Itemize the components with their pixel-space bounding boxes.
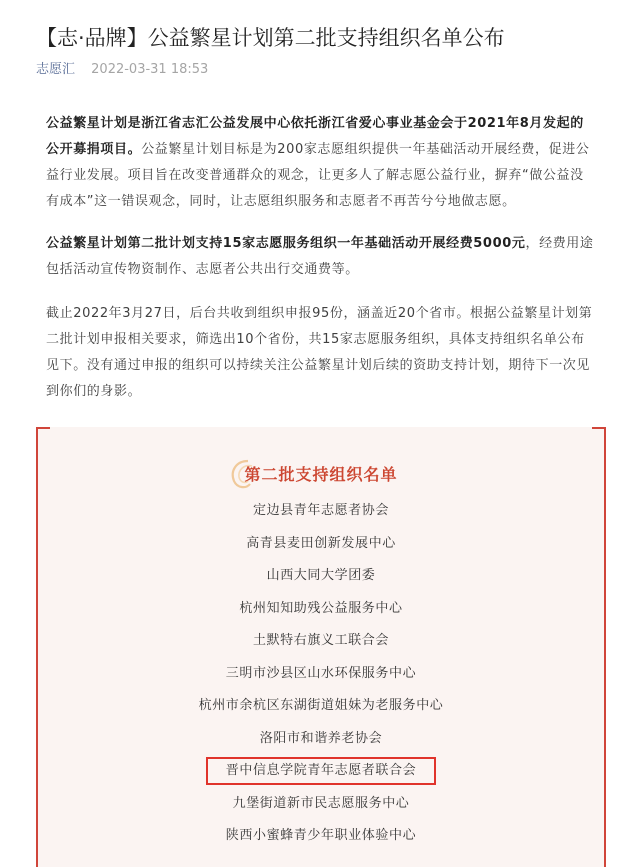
- org-list-item: [36, 788, 606, 821]
- org-list-item: [36, 560, 606, 593]
- paragraph-results-text: 截止2022年3月27日，后台共收到组织申报95份，涵盖近20个省市。根据公益繁星计划第二批计划申报相关要求，筛选出10个省份，共15家志愿服务组织，具体支持组织名单公布见下。没有通过申报的组织可以持续关注公益繁星计划后续的资助支持计划，期待下一次见到你们的身影。: [46, 306, 593, 399]
- article-meta: [36, 61, 208, 79]
- article-title: 【志·品牌】公益繁星计划第二批支持组织名单公布: [36, 26, 505, 50]
- list-title: 第二批支持组织名单: [244, 465, 398, 484]
- org-list-item: [36, 593, 606, 626]
- paragraph-results: [46, 301, 596, 405]
- org-list-item-highlighted: [36, 755, 606, 788]
- panel-right-corner: [592, 427, 606, 429]
- org-name: 山西大同大学团委: [266, 568, 376, 583]
- org-list-panel: [36, 427, 606, 867]
- panel-left-corner: [36, 427, 50, 429]
- org-name: 高青县麦田创新发展中心: [246, 535, 396, 551]
- org-list-item: [36, 690, 606, 723]
- paragraph-funding: [46, 231, 596, 283]
- paragraph-intro-bold: 公益繁星计划是浙江省志汇公益发展中心依托浙江省爱心事业基金会于2021年8月发起的公开募捐项目。: [46, 116, 584, 157]
- org-list-item: [36, 528, 606, 561]
- org-list-item: [36, 625, 606, 658]
- paragraph-intro: [46, 111, 596, 215]
- paragraph-funding-text: ，经费用途包括活动宣传物资制作、志愿者公共出行交通费等。: [46, 236, 594, 277]
- org-name: 洛阳市和谐养老协会: [259, 730, 383, 746]
- org-name: 晋中信息学院青年志愿者联合会: [206, 757, 436, 785]
- org-list-item: [36, 495, 606, 528]
- paragraph-funding-bold: 公益繁星计划第二批计划支持15家志愿服务组织一年基础活动开展经费5000元: [46, 236, 526, 251]
- list-header: [36, 457, 606, 489]
- org-name: 陕西小蜜蜂青少年职业体验中心: [225, 828, 417, 843]
- account-link[interactable]: 志愿汇: [36, 62, 76, 77]
- paragraph-intro-text: 公益繁星计划目标是为200家志愿组织提供一年基础活动开展经费，促进公益行业发展。项目旨在改变普通群众的观念，让更多人了解志愿公益行业，摒弃“做公益没有成本”这一错误观念，同时，让志愿组织服务和志愿者不再苦兮兮地做志愿。: [46, 142, 590, 209]
- org-name: 定边县青年志愿者协会: [252, 503, 389, 518]
- publish-time: 2022-03-31 18:53: [91, 62, 209, 77]
- org-list-item: [36, 820, 606, 853]
- org-name: 杭州知知助残公益服务中心: [239, 600, 403, 616]
- org-name: 九堡街道新市民志愿服务中心: [232, 795, 410, 811]
- org-list: [36, 495, 606, 853]
- org-name: 杭州市余杭区东湖街道姐妹为老服务中心: [198, 698, 444, 713]
- org-list-item: [36, 658, 606, 691]
- org-name: 土默特右旗义工联合会: [252, 633, 389, 648]
- org-list-item: [36, 723, 606, 756]
- org-name: 三明市沙县区山水环保服务中心: [225, 665, 417, 681]
